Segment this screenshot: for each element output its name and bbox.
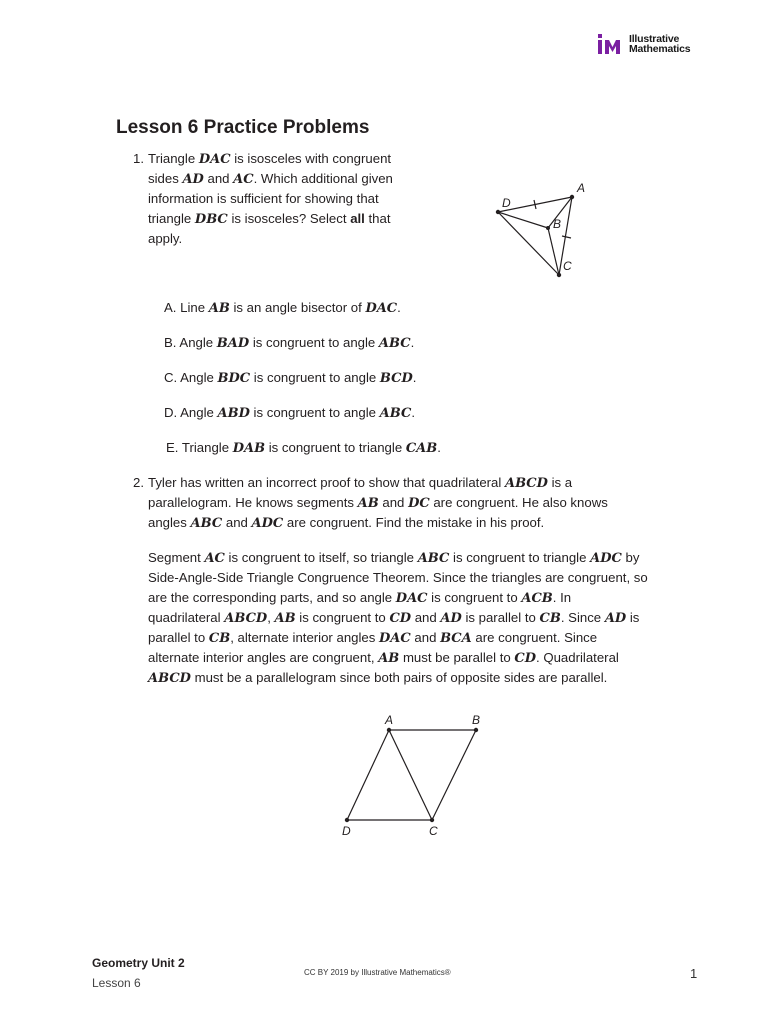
parallelogram-figure-2 [335, 708, 490, 840]
problem-1-line-3: information is sufficient for showing that [148, 191, 379, 206]
logo-text [629, 34, 690, 55]
segment-ac [389, 730, 432, 820]
point-c [557, 273, 561, 277]
problem-1-line-5: apply. [148, 231, 183, 246]
choice-d: D. Angle ABD is congruent to angle ABC. [164, 405, 415, 421]
triangle-figure-1 [490, 178, 590, 283]
footer-course: Geometry Unit 2 [92, 956, 185, 970]
choice-a: A. Line AB is an angle bisector of DAC. [164, 300, 401, 316]
label-c: C [563, 259, 572, 273]
segment-bc [432, 730, 476, 820]
choice-b: B. Angle BAD is congruent to angle ABC. [164, 335, 415, 351]
point-c [430, 818, 434, 822]
illustrative-mathematics-logo [597, 33, 690, 55]
proof-line-2: Side-Angle-Side Triangle Congruence Theorem. Since the triangles are congruent, so [148, 570, 648, 585]
problem-2-question-line-3: angles ABC and ADC are congruent. Find the mistake in his proof. [148, 515, 545, 531]
footer-lesson: Lesson 6 [92, 976, 141, 990]
point-d [496, 210, 500, 214]
problem-1-number: 1. [133, 151, 144, 166]
problem-2-question-line-2: parallelogram. He knows segments AB and DC are congruent. He also knows [148, 495, 608, 511]
footer-license: CC BY 2019 by Illustrative Mathematics® [304, 968, 451, 977]
problem-1-line-4: triangle DBC is isosceles? Select all that [148, 211, 391, 227]
choice-e: E. Triangle DAB is congruent to triangle CAB. [166, 440, 441, 456]
proof-line-5: parallel to CB, alternate interior angles DAC and BCA are congruent. Since [148, 630, 598, 646]
proof-line-6: alternate interior angles are congruent, AB must be parallel to CD. Quadrilateral [148, 650, 619, 666]
choice-c: C. Angle BDC is congruent to angle BCD. [164, 370, 417, 386]
point-a [387, 728, 391, 732]
problem-2-question-line-1: Tyler has written an incorrect proof to show that quadrilateral ABCD is a [148, 475, 573, 491]
point-b [474, 728, 478, 732]
logo-line-1: Illustrative [629, 32, 680, 45]
proof-line-3: are the corresponding parts, and so angle DAC is congruent to ACB. In [148, 590, 572, 606]
point-d [345, 818, 349, 822]
problem-1-line-1: Triangle DAC is isosceles with congruent [148, 151, 392, 167]
problem-1-line-2: sides AD and AC. Which additional given [148, 171, 393, 187]
segment-da [347, 730, 389, 820]
label-c: C [429, 824, 438, 838]
page-number: 1 [690, 966, 698, 981]
proof-line-4: quadrilateral ABCD, AB is congruent to CD and AD is parallel to CB. Since AD is [148, 610, 640, 626]
label-d: D [342, 824, 351, 838]
label-b: B [472, 713, 481, 727]
label-d: D [502, 196, 511, 210]
problem-2-number: 2. [133, 475, 144, 490]
point-b [546, 226, 550, 230]
proof-line-7: ABCD must be a parallelogram since both pairs of opposite sides are parallel. [148, 670, 608, 686]
label-a: A [577, 181, 586, 195]
im-logo-icon [597, 33, 625, 55]
segment-bc [548, 228, 559, 275]
tick-mark-ac [562, 236, 571, 238]
point-a [570, 195, 574, 199]
logo-line-2: Mathematics [629, 43, 691, 55]
label-b: B [553, 217, 562, 231]
page-title: Lesson 6 Practice Problems [116, 117, 370, 138]
label-a: A [385, 713, 394, 727]
proof-line-1: Segment AC is congruent to itself, so triangle ABC is congruent to triangle ADC by [148, 550, 640, 566]
